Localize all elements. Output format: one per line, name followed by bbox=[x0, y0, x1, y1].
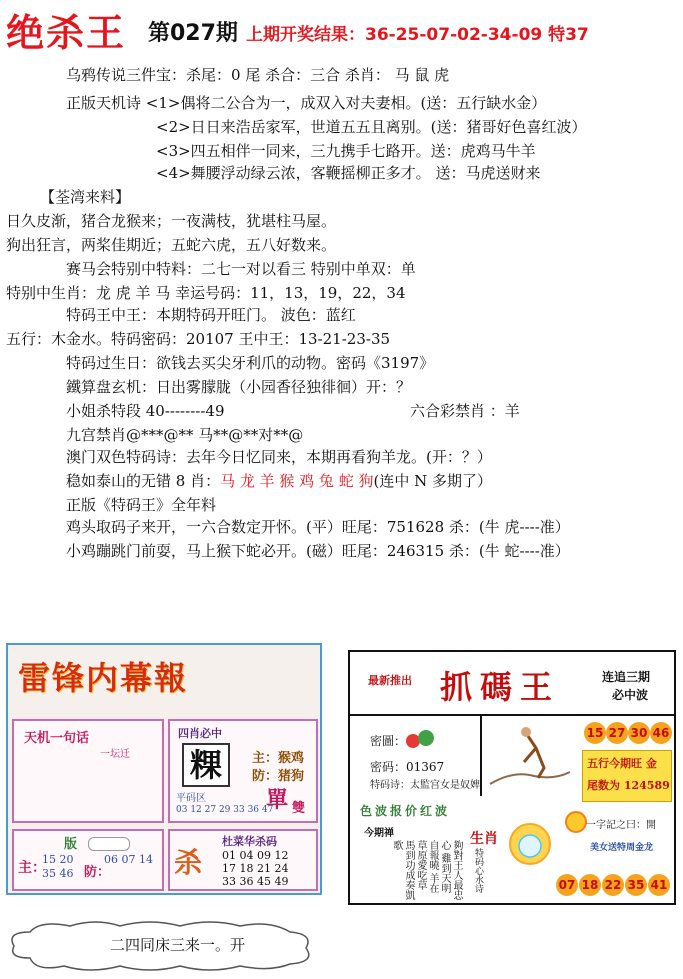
sha-char: 杀 bbox=[174, 846, 203, 879]
last-result: 上期开奖结果：36-25-07-02-34-09 特37 bbox=[246, 25, 589, 45]
text-line bbox=[66, 472, 492, 490]
text-line: 日久皮渐，猪合龙猴来；一夜满枝，犹堪柱马屋。 bbox=[6, 212, 337, 230]
green-ball-icon bbox=[418, 730, 434, 746]
text-line: 小姐杀特段 40--------49 bbox=[66, 402, 225, 420]
text-line: 正版天机诗 <1>偶将二公合为一，成双入对夫妻相。(送：五行缺水金） bbox=[66, 94, 547, 112]
tag-right2: 必中波 bbox=[612, 688, 649, 702]
mima-label: 密圖： bbox=[370, 734, 407, 748]
ban-char: 版 bbox=[64, 837, 78, 852]
number-ball: 15 bbox=[584, 722, 606, 744]
number-ball: 35 bbox=[625, 874, 647, 896]
text-suffix: (连中 N 多期了） bbox=[373, 472, 492, 490]
zodiac-illustration bbox=[500, 814, 560, 874]
text-line: 鸡头取码子来开，一六合数定开怀。(平）旺尾：751628 杀：(牛 虎----准） bbox=[66, 518, 570, 536]
text-line: 赛马会特别中特料：二七一对以看三 特别中单双：单 bbox=[66, 260, 416, 278]
text-line: 特别中生肖：龙 虎 羊 马 幸运号码：11，13，19，22，34 bbox=[6, 284, 406, 302]
pingma-label: 平码区 bbox=[176, 793, 206, 804]
color-tag: 色波报价红波 bbox=[360, 804, 451, 818]
zhu-animals: 主：猴鸡 bbox=[252, 751, 305, 766]
poster-lei-feng bbox=[6, 643, 322, 895]
shengxiao-label: 生肖 bbox=[470, 831, 498, 847]
text-line: <2>日日来浩岳家军，世道五五且离别。(送：猪哥好色喜红波） bbox=[156, 118, 587, 136]
dan-char: 單 bbox=[266, 787, 289, 813]
text-line: 狗出狂言，两桨佳期近；五蛇六虎，五八好数来。 bbox=[6, 236, 337, 254]
duhua-row: 17 18 21 24 bbox=[222, 862, 289, 875]
number-ball: 30 bbox=[628, 722, 650, 744]
wuxing-text: 五行今期旺 金 bbox=[587, 757, 657, 770]
number-ball: 27 bbox=[606, 722, 628, 744]
shuang-char: 雙 bbox=[292, 801, 306, 816]
wuxing-box bbox=[582, 750, 672, 802]
issue-number: 第027期 bbox=[148, 21, 238, 46]
horse-rider-icon bbox=[484, 718, 574, 794]
text-line: 五行：木金水。特码密码：20107 王中王：13-21-23-35 bbox=[6, 330, 391, 348]
zodiac-list: 马 龙 羊 猴 鸡 兔 蛇 狗 bbox=[220, 472, 374, 490]
poster-title: 雷锋内幕報 bbox=[18, 659, 189, 697]
poem-text: 夠對王人最忠心 雞到天明自報曉 羊在草原愛吃草 馬到功成奏凱歌 bbox=[391, 840, 462, 900]
text-line: 小鸡蹦跳门前耍，马上猴下蛇必开。(磁）旺尾：246315 杀：(牛 蛇----准） bbox=[66, 542, 570, 560]
mima-code: 密码：01367 bbox=[370, 760, 445, 774]
duhua-row: 01 04 09 12 bbox=[222, 849, 289, 862]
tag-right: 连追三期 bbox=[602, 670, 651, 684]
grid-char: 粿 bbox=[182, 743, 230, 787]
zhu-numbers-b: 35 46 bbox=[42, 867, 74, 880]
text-line: 特码过生日：欲钱去买尖牙利爪的动物。密码《3197》 bbox=[66, 354, 435, 372]
text-line: <3>四五相伴一同来，三九携手七路开。送：虎鸡马牛羊 bbox=[156, 142, 536, 160]
yizi-text: 一字記之曰：開 bbox=[586, 820, 656, 831]
horse-illustration bbox=[484, 718, 574, 794]
poster-title: 抓碼王 bbox=[440, 668, 561, 706]
grid-label: 四肖必中 bbox=[178, 727, 222, 740]
text-label: 稳如泰山的无错 8 肖： bbox=[66, 472, 221, 490]
text-line: 乌鸦传说三件宝：杀尾：0 尾 杀合：三合 杀肖： 马 鼠 虎 bbox=[66, 66, 450, 84]
fang-label: 防： bbox=[84, 865, 111, 880]
number-ball: 41 bbox=[648, 874, 670, 896]
text-line: 鐵算盘玄机：日出雾朦胧（小园香径独徘徊）开：？ bbox=[66, 378, 412, 396]
zhu-label: 主： bbox=[18, 860, 46, 876]
text-line: 特码王中王：本期特码开旺门。 波色：蓝红 bbox=[66, 306, 356, 324]
fang-animals: 防：猪狗 bbox=[252, 769, 305, 784]
oval-decor bbox=[88, 837, 130, 851]
text-line: 正版《特码王》全年料 bbox=[66, 496, 217, 514]
text-line: 澳门双色特码诗：去年今日忆同来，本期再看狗羊龙。(开：？） bbox=[66, 448, 492, 466]
poem-col-label: 今期禅 bbox=[364, 828, 394, 839]
grid-box bbox=[168, 719, 318, 823]
poster-zhuama-wang bbox=[348, 650, 676, 905]
number-ball: 18 bbox=[579, 874, 601, 896]
zhu-numbers-a: 15 20 bbox=[42, 853, 74, 866]
side-label: 特码心水诗 bbox=[473, 848, 483, 893]
page-title: 绝杀王 bbox=[6, 11, 127, 55]
sun-animal-icon bbox=[500, 814, 560, 874]
cloud-text: 二四同床三来一。开 bbox=[110, 936, 246, 954]
tag-new: 最新推出 bbox=[368, 674, 412, 687]
text-line: 六合彩禁肖 ：羊 bbox=[410, 402, 520, 420]
duhua-title: 杜菜华杀码 bbox=[222, 835, 277, 848]
meinv-text: 美女送特周金龙 bbox=[590, 843, 654, 853]
tema-poem: 特码诗：太監宫女是奴婢 bbox=[370, 780, 480, 791]
pingma-numbers: 03 12 27 29 33 36 47 bbox=[176, 805, 274, 815]
tianji-sub: 一坛迁 bbox=[100, 749, 130, 760]
number-ball: 07 bbox=[556, 874, 578, 896]
weishu-text: 尾数为 124589 bbox=[587, 779, 670, 792]
duhua-row: 33 36 45 49 bbox=[222, 875, 289, 888]
fang-numbers: 06 07 14 bbox=[104, 853, 153, 866]
numbers-box bbox=[12, 829, 164, 891]
text-line: 九宫禁肖@***@** 马**@**对**@ bbox=[66, 426, 304, 444]
number-ball: 22 bbox=[602, 874, 624, 896]
tianji-box bbox=[12, 719, 164, 823]
number-ball: 46 bbox=[650, 722, 672, 744]
duhua-box bbox=[168, 829, 318, 891]
section-heading: 【荃湾来料】 bbox=[40, 188, 131, 206]
tianji-title: 天机一句话 bbox=[24, 731, 90, 746]
text-line: <4>舞腰浮动绿云浓，客鞭摇柳正多才。 送：马虎送财来 bbox=[156, 164, 541, 182]
